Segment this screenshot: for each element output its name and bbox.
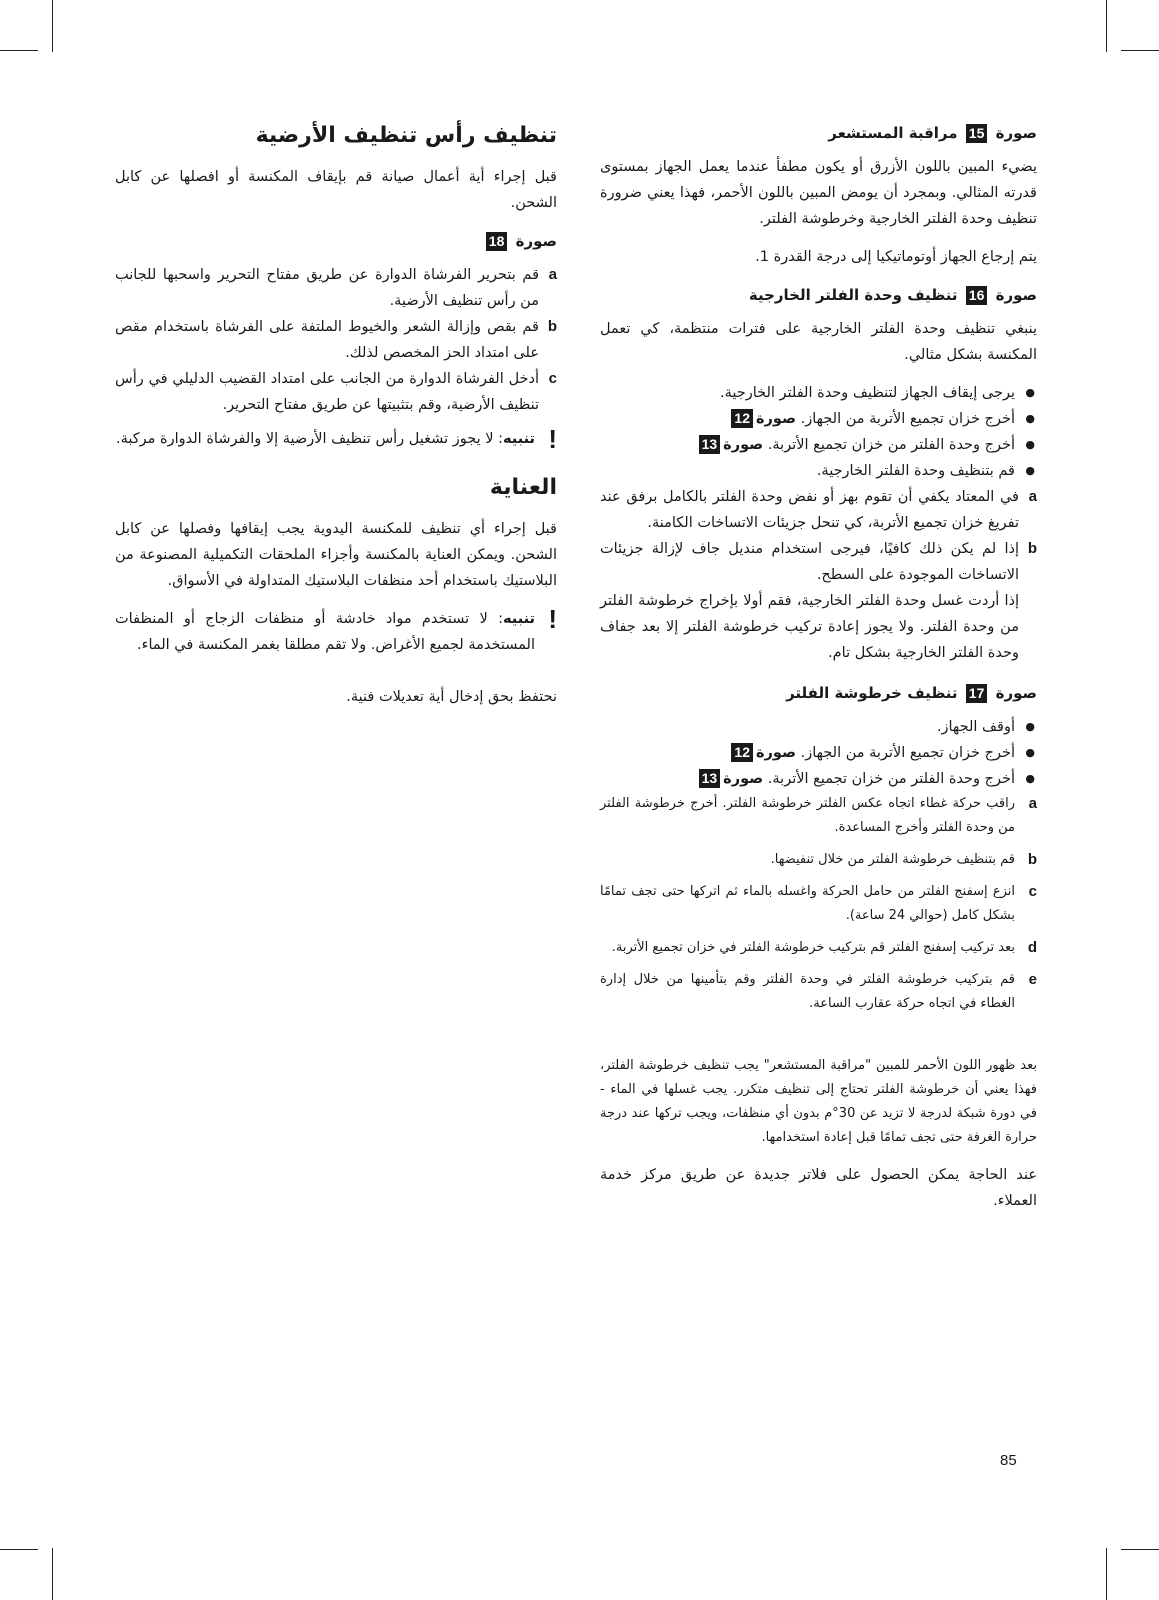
figure-label: صورة [515,232,557,250]
step-text: راقب حركة غطاء اتجاه عكس الفلتر خرطوشة الفلتر. أخرج خرطوشة الفلتر من وحدة الفلتر وأخرج المساعدة. [600,796,1015,835]
crop-mark-bottom-right-h [1121,1549,1159,1550]
step-text: قم بتحرير الفرشاة الدوارة عن طريق مفتاح التحرير واسحبها للجانب من رأس تنظيف الأرضية. [115,267,539,309]
crop-mark-top-right [1106,0,1107,52]
list-item-text: أخرج خزان تجميع الأتربة من الجهاز. [800,745,1015,761]
crop-mark-bottom-left-h [0,1549,38,1550]
crop-mark-top-left [52,0,53,52]
crop-mark-top-left-h [0,50,38,51]
step-text: قم بتركيب خرطوشة الفلتر في وحدة الفلتر وقم بتأمينها من خلال إدارة الغطاء في اتجاه حركة عقارب الساعة. [600,972,1015,1011]
warning-label: تنبيه [503,611,535,627]
figure-label: صورة [995,286,1037,304]
step-b [115,314,557,366]
figure-number-badge: 15 [966,124,988,143]
step-label: d [1027,939,1037,956]
list-item-text: أوقف الجهاز. [936,719,1015,735]
list-item-text: أخرج وحدة الفلتر من خزان تجميع الأتربة. [767,437,1015,453]
paragraph: يضيء المبين باللون الأزرق أو يكون مطفأ عندما يعمل الجهاز بمستوى قدرته المثالي. وبمجرد أن يومض المبين باللون الأحمر، فهذا يعني ضرورة تنظيف وحدة الفلتر الخارجية وخرطوشة الفلتر. [600,159,1037,227]
paragraph: بعد ظهور اللون الأحمر للمبين "مراقبة المستشعر" يجب تنظيف خرطوشة الفلتر، فهذا يعني أن خرطوشة الفلتر تحتاج إلى تنظيف متكرر. يجب غسلها في الماء - في دورة شبكة لدرجة لا تزيد عن 30°م بدون أي منظفات، ويجب تركها عند درجة حرارة الغرفة حتى تجف تمامًا قبل إعادة استخدامها. [600,1058,1037,1145]
warning-text [115,426,535,452]
left-column [115,120,557,722]
step-e [600,968,1037,1016]
step-c [115,366,557,418]
figure-number-badge: 13 [699,435,721,454]
step-b [600,848,1037,872]
figure-label: صورة [755,411,796,427]
step-a [115,262,557,314]
section-title: مراقبة المستشعر [828,124,958,142]
step-label: a [1028,488,1037,505]
step-label: c [548,370,557,387]
section-17-heading [600,680,1037,706]
warning-note [115,426,557,452]
paragraph: ينبغي تنظيف وحدة الفلتر الخارجية على فترات منتظمة، كي تعمل المكنسة بشكل مثالي. [600,321,1037,363]
right-column [600,120,1037,1226]
list-item [600,458,1037,484]
figure-number-badge: 12 [731,743,753,762]
page-number: 85 [1000,1452,1017,1469]
list-item [600,380,1037,406]
list-item [600,432,1037,458]
step-text: قم بتنظيف خرطوشة الفلتر من خلال تنفيضها. [770,852,1015,867]
section-18-heading [115,228,557,254]
paragraph: نحتفظ بحق إدخال أية تعديلات فنية. [346,689,557,705]
section-15-heading [600,120,1037,146]
step-label: b [1027,851,1037,868]
crop-mark-bottom-right [1106,1548,1107,1600]
figure-label: صورة [723,437,764,453]
step-text: في المعتاد يكفي أن تقوم بهز أو نفض وحدة الفلتر بالكامل برفق عند تفريغ خزان تجميع الأتربة، كي تنحل جزيئات الاتساخات الكامنة. [600,489,1019,531]
step-text: انزع إسفنج الفلتر من حامل الحركة واغسله بالماء ثم اتركها حتى تجف تمامًا بشكل كامل (حوالي 24 ساعة). [600,884,1015,923]
step-text: قم بقص وإزالة الشعر والخيوط الملتفة على الفرشاة باستخدام مقص على امتداد الحز المخصص لذلك. [115,319,539,361]
step-a [600,484,1037,536]
warning-body: : لا تستخدم مواد خادشة أو منظفات الزجاج أو المنظفات المستخدمة لجميع الأغراض. ولا تقم مطلقا بغمر المكنسة في الماء. [115,611,535,653]
list-item [600,406,1037,432]
warning-icon: ! [548,604,557,634]
step-label: b [1027,540,1037,557]
figure-number-badge: 12 [731,409,753,428]
list-item-text: أخرج وحدة الفلتر من خزان تجميع الأتربة. [767,771,1015,787]
list-item-text: أخرج خزان تجميع الأتربة من الجهاز. [800,411,1015,427]
section-title: العناية [489,475,557,500]
figure-number-badge: 13 [699,769,721,788]
paragraph: قبل إجراء أية أعمال صيانة قم بإيقاف المكنسة أو افصلها عن كابل الشحن. [115,169,557,211]
step-text-part: إذا أردت غسل وحدة الفلتر الخارجية، فقم أولا بإخراج خرطوشة الفلتر من وحدة الفلتر. ولا يجوز إعادة تركيب خرطوشة الفلتر إلا بعد جفاف وحدة الفلتر الخارجية بشكل تام. [600,593,1019,661]
step-label: a [1028,795,1037,812]
step-text: بعد تركيب إسفنج الفلتر قم بتركيب خرطوشة الفلتر في خزان تجميع الأتربة. [611,940,1015,955]
section-16-heading [600,282,1037,308]
step-text [600,536,1019,666]
bullet-list [600,714,1037,792]
step-text-part: إذا لم يكن ذلك كافيًا، فيرجى استخدام منديل جاف لإزالة جزيئات الاتساخات الموجودة على السطح. [600,541,1019,583]
page-title: تنظيف رأس تنظيف الأرضية [255,123,557,148]
section-title: تنظيف خرطوشة الفلتر [786,684,958,702]
figure-label: صورة [995,684,1037,702]
figure-label: صورة [995,124,1037,142]
paragraph: عند الحاجة يمكن الحصول على فلاتر جديدة عن طريق مركز خدمة العملاء. [600,1167,1037,1209]
figure-number-badge: 17 [966,684,988,703]
list-item-text: قم بتنظيف وحدة الفلتر الخارجية. [816,463,1015,479]
list-item-text: يرجى إيقاف الجهاز لتنظيف وحدة الفلتر الخارجية. [719,385,1015,401]
warning-body: : لا يجوز تشغيل رأس تنظيف الأرضية إلا والفرشاة الدوارة مركبة. [115,431,503,447]
step-a [600,792,1037,840]
warning-text [115,606,535,658]
crop-mark-top-right-h [1121,50,1159,51]
figure-label: صورة [723,771,764,787]
step-label: b [547,318,557,335]
step-label: e [1028,971,1037,988]
step-d [600,936,1037,960]
warning-icon: ! [548,424,557,454]
section-title: تنظيف وحدة الفلتر الخارجية [748,286,958,304]
crop-mark-bottom-left [52,1548,53,1600]
warning-note [115,606,557,658]
step-c [600,880,1037,928]
paragraph: قبل إجراء أي تنظيف للمكنسة اليدوية يجب إيقافها وفصلها عن كابل الشحن. ويمكن العناية بالمكنسة وأجزاء الملحقات التكميلية المصنوعة من البلاستيك باستخدام أحد منظفات البلاستيك المتداولة في الأسواق. [115,521,557,589]
warning-label: تنبيه [503,431,535,447]
step-text: أدخل الفرشاة الدوارة من الجانب على امتداد القضيب الدليلي في رأس تنظيف الأرضية، وقم بتثبيتها عن طريق مفتاح التحرير. [115,371,539,413]
bullet-list [600,380,1037,484]
step-label: a [548,266,557,283]
step-label: c [1028,883,1037,900]
list-item [600,714,1037,740]
figure-number-badge: 16 [966,286,988,305]
step-b [600,536,1037,666]
figure-number-badge: 18 [486,232,508,251]
filter-cartridge-steps [600,792,1037,1016]
list-item [600,740,1037,766]
list-item [600,766,1037,792]
paragraph: يتم إرجاع الجهاز أوتوماتيكيا إلى درجة القدرة 1. [755,249,1037,265]
figure-label: صورة [755,745,796,761]
